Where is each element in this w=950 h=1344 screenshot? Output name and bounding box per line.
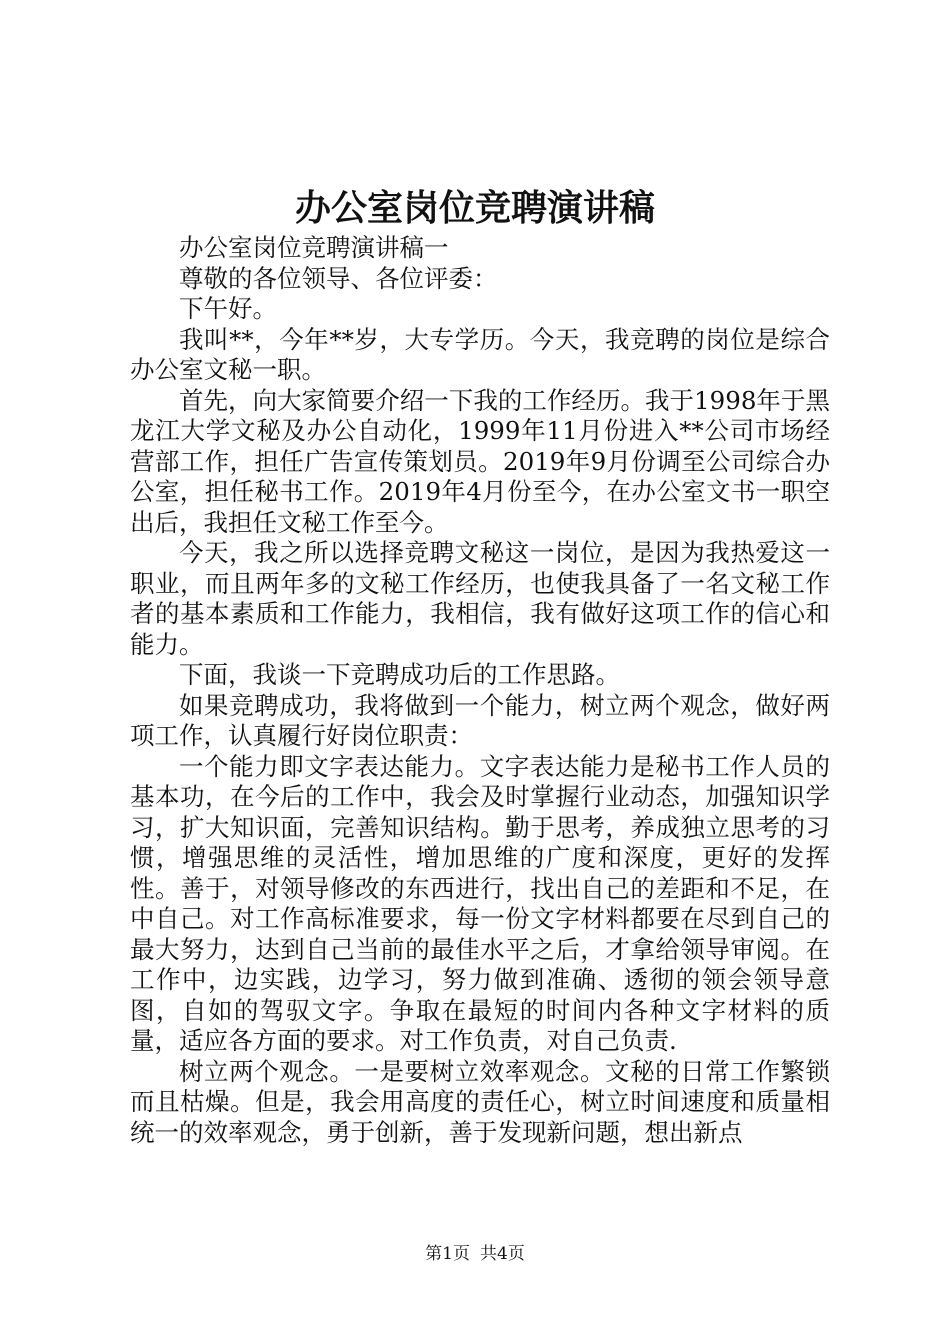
page-number: 第1页 — [425, 1244, 470, 1264]
paragraph-two-concepts: 树立两个观念。一是要树立效率观念。文秘的日常工作繁锁而且枯燥。但是，我会用高度的责任心，树立时间速度和质量相统一的效率观念，勇于创新，善于发现新问题，想出新点 — [130, 1056, 830, 1147]
paragraph-salutation: 尊敬的各位领导、各位评委： — [179, 263, 498, 293]
paragraph-greeting: 下午好。 — [179, 294, 277, 323]
paragraph-motivation: 今天，我之所以选择竞聘文秘这一岗位，是因为我热爱这一职业，而且两年多的文秘工作经历，也使我具备了一名文秘工作者的基本素质和工作能力，我相信，我有做好这项工作的信心和能力。 — [130, 538, 830, 659]
paragraph-writing-ability: 一个能力即文字表达能力。文字表达能力是秘书工作人员的基本功，在今后的工作中，我会及时掌握行业动态，加强知识学习，扩大知识面，完善知识结构。勤于思考，养成独立思考的习惯，增强思维的灵活性，增加思维的广度和深度，更好的发挥性。善于，对领导修改的东西进行，找出自己的差距和不足，在中自己。对工作高标准要求，每一份文字材料都要在尽到自己的最大努力，达到自己当前的最佳水平之后，才拿给领导审阅。在工作中，边实践，边学习，努力做到准确、透彻的领会领导意图，自如的驾驭文字。争取在最短的时间内各种文字材料的质量，适应各方面的要求。对工作负责，对自己负责. — [130, 751, 830, 1055]
paragraph-introduction: 我叫**，今年**岁，大专学历。今天，我竞聘的岗位是综合办公室文秘一职。 — [130, 324, 830, 384]
paragraph-subtitle: 办公室岗位竞聘演讲稿一 — [179, 233, 449, 262]
document-body — [130, 233, 830, 1148]
paragraph-transition: 下面，我谈一下竞聘成功后的工作思路。 — [179, 660, 620, 689]
page-footer — [0, 1242, 950, 1266]
document-title: 办公室岗位竞聘演讲稿 — [294, 187, 655, 229]
paragraph-plan-overview: 如果竞聘成功，我将做到一个能力，树立两个观念，做好两项工作，认真履行好岗位职责： — [130, 690, 830, 750]
page-total: 共4页 — [480, 1244, 525, 1264]
paragraph-work-history: 首先，向大家简要介绍一下我的工作经历。我于1998年于黑龙江大学文秘及办公自动化，1999年11月份进入**公司市场经营部工作，担任广告宣传策划员。2019年9月份调至公司综合办公室，担任秘书工作。2019年4月份至今，在办公室文书一职空出后，我担任文秘工作至今。 — [130, 385, 830, 537]
